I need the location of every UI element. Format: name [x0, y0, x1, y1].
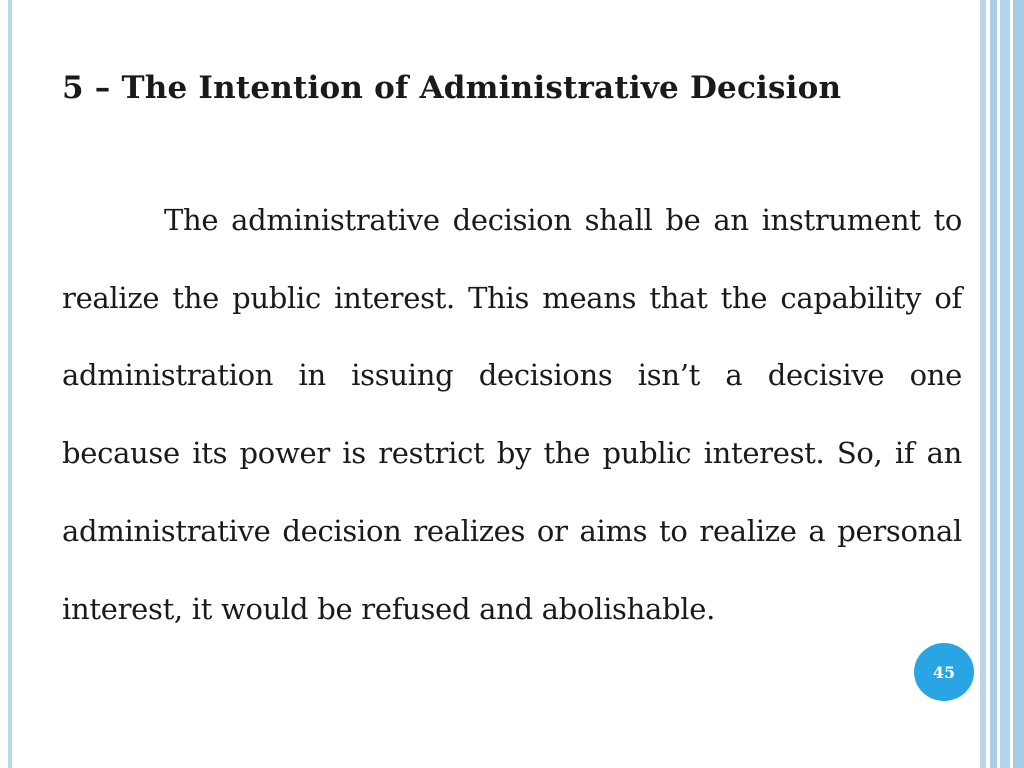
- left-border-line: [8, 0, 12, 768]
- slide-title: 5 – The Intention of Administrative Decision: [62, 70, 842, 106]
- right-decor-stripe: [990, 0, 997, 768]
- page-number-badge: 45: [914, 643, 974, 701]
- right-decor-stripe: [1000, 0, 1010, 768]
- right-decor-stripe: [1013, 0, 1024, 768]
- body-paragraph: The administrative decision shall be an instrument to realize the public interest. This means that the capability of administration in issuing decisions isn’t a decisive one because its power is restrict by the public interest. So, if an administrative decision realizes or aims to realize a personal interest, it would be refused and abolishable.: [62, 203, 962, 626]
